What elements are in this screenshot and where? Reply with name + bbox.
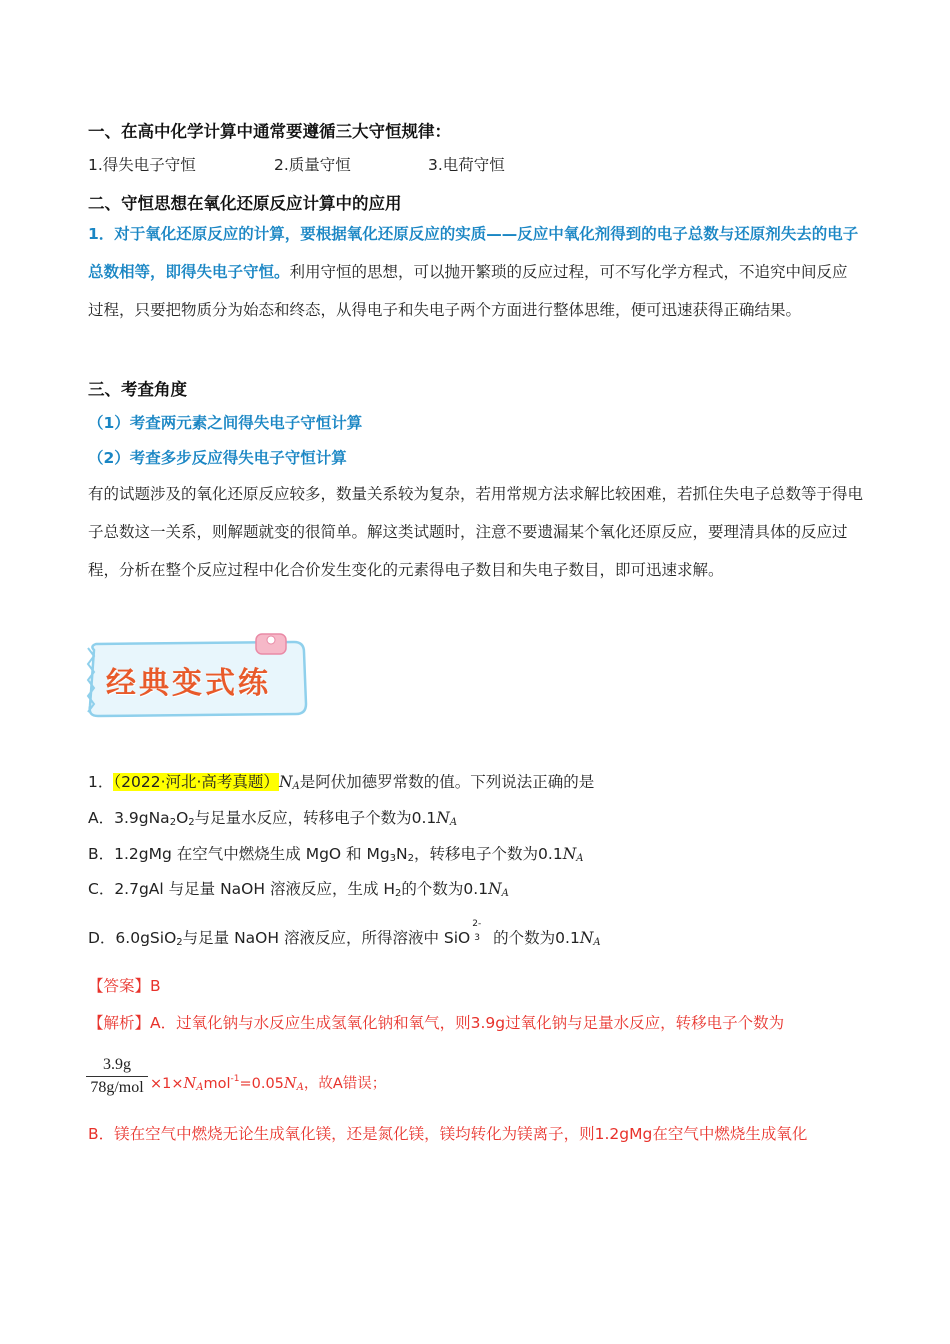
option-c-text-1: C．2.7gAl 与足量 NaOH 溶液反应，生成 H bbox=[88, 880, 396, 898]
option-c-text-2: 的个数为0.1 bbox=[401, 880, 489, 898]
calc-part-2: mol bbox=[203, 1076, 231, 1092]
option-b-text-3: ，转移电子个数为0.1 bbox=[414, 845, 563, 863]
option-c-na: N bbox=[488, 880, 502, 898]
option-a-text-2: O bbox=[176, 809, 189, 827]
conservation-item-1: 1.得失电子守恒 bbox=[88, 156, 196, 174]
section2-bold-text: 1．对于氧化还原反应的计算，要根据氧化还原反应的实质——反应中氧化剂得到的电子总数与还原剂失去的电子总数相等，即得失电子守恒。 bbox=[88, 225, 859, 281]
na-symbol: N bbox=[278, 773, 293, 791]
question-stem-text: 是阿伏加德罗常数的值。下列说法正确的是 bbox=[299, 773, 595, 791]
option-c-sub-1: 2 bbox=[395, 888, 402, 899]
question-1-stem bbox=[88, 770, 594, 792]
question-source: （2022·河北·高考真题） bbox=[113, 773, 279, 791]
section2-paragraph bbox=[88, 215, 863, 329]
conservation-item-3: 3.电荷守恒 bbox=[428, 156, 505, 174]
option-a-sub-1: 2 bbox=[169, 817, 177, 828]
question-number: 1． bbox=[88, 773, 114, 791]
banner-text: 经典变式练 bbox=[106, 666, 271, 701]
calc-na-2: N bbox=[283, 1076, 297, 1092]
angle-1: （1）考查两元素之间得失电子守恒计算 bbox=[88, 414, 363, 432]
option-a-na-sub: A bbox=[449, 817, 458, 828]
analysis-calc bbox=[150, 1072, 386, 1093]
na-subscript: A bbox=[292, 781, 300, 792]
calc-na-sub-2: A bbox=[296, 1082, 304, 1093]
section2-title: 二、守恒思想在氧化还原反应计算中的应用 bbox=[88, 194, 402, 213]
option-b-na: N bbox=[562, 845, 577, 863]
section2-rest-text: 利用守恒的思想，可以抛开繁琐的反应过程，可不写化学方程式，不追究中间反应过程，只要把物质分为始态和终态，从得电子和失电子两个方面进行整体思维，便可迅速获得正确结果。 bbox=[88, 263, 848, 319]
option-b-sub-1: 3 bbox=[389, 853, 397, 864]
fraction-numerator: 3.9g bbox=[86, 1056, 148, 1077]
analysis-line-1: 【解析】A．过氧化钠与水反应生成氢氧化钠和氧气，则3.9g过氧化钠与足量水反应，转移电子个数为 bbox=[88, 1014, 785, 1032]
answer-label: 【答案】B bbox=[88, 977, 161, 995]
calc-part-4: ，故A错误； bbox=[303, 1076, 387, 1092]
option-d-text-1: D．6.0gSiO bbox=[88, 929, 177, 947]
option-d-na-sub: A bbox=[593, 937, 601, 948]
option-b-text-1: B．1.2gMg 在空气中燃烧生成 MgO 和 Mg bbox=[88, 845, 390, 863]
option-a-text-1: A．3.9gNa bbox=[88, 809, 170, 827]
option-b-na-sub: A bbox=[576, 853, 584, 864]
option-a-sub-2: 2 bbox=[188, 817, 195, 828]
calc-na: N bbox=[183, 1076, 197, 1092]
option-a bbox=[88, 806, 457, 828]
section1-title: 一、在高中化学计算中通常要遵循三大守恒规律： bbox=[88, 122, 451, 141]
option-a-na: N bbox=[436, 809, 450, 827]
option-b-sub-2: 2 bbox=[407, 853, 415, 864]
calc-na-sub: A bbox=[196, 1082, 204, 1093]
option-d-na: N bbox=[579, 929, 594, 947]
option-b bbox=[88, 842, 583, 864]
option-a-text-3: 与足量水反应，转移电子个数为0.1 bbox=[194, 809, 437, 827]
angle-2: （2）考查多步反应得失电子守恒计算 bbox=[88, 449, 347, 467]
option-c-na-sub: A bbox=[501, 888, 509, 899]
option-d bbox=[88, 919, 601, 948]
practice-banner bbox=[84, 632, 314, 722]
section3-paragraph: 有的试题涉及的氧化还原反应较多，数量关系较为复杂，若用常规方法求解比较困难，若抓住失电子总数等于得电子总数这一关系，则解题就变的很简单。解这类试题时，注意不要遗漏某个氧化还原反应，要理清具体的反应过程，分析在整个反应过程中化合价发生变化的元素得电子数目和失电子数目，即可迅速求解。 bbox=[88, 485, 864, 579]
fraction bbox=[86, 1056, 148, 1097]
conservation-item-2: 2.质量守恒 bbox=[274, 156, 351, 174]
sio3-subscript: 3 bbox=[474, 933, 480, 943]
section3-title: 三、考查角度 bbox=[88, 380, 187, 399]
option-b-text-2: N bbox=[396, 845, 408, 863]
calc-part-1: ×1× bbox=[150, 1076, 184, 1092]
calc-superscript: -1 bbox=[230, 1074, 240, 1084]
option-d-sub-1: 2 bbox=[176, 937, 183, 948]
option-d-text-2: 与足量 NaOH 溶液反应，所得溶液中 SiO bbox=[182, 929, 471, 947]
fraction-denominator: 78g/mol bbox=[90, 1079, 144, 1096]
calc-part-3: =0.05 bbox=[239, 1076, 284, 1092]
option-d-text-3: 的个数为0.1 bbox=[488, 929, 580, 947]
option-c bbox=[88, 877, 509, 899]
analysis-line-b: B．镁在空气中燃烧无论生成氧化镁，还是氮化镁，镁均转化为镁离子，则1.2gMg在空气中燃烧生成氧化 bbox=[88, 1125, 808, 1143]
conservation-list bbox=[88, 153, 505, 175]
sio3-superscript: 2- bbox=[472, 919, 482, 929]
